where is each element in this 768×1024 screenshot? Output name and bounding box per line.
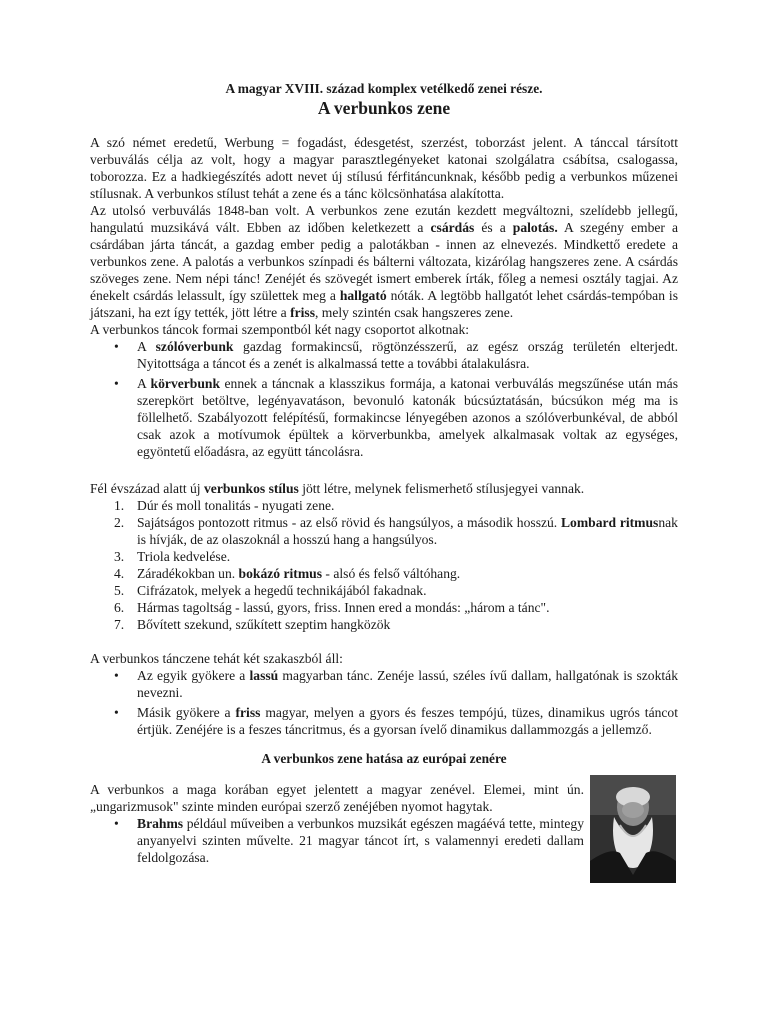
- composers-list: [90, 815, 584, 866]
- list-item: 4. Záradékokban un. bokázó ritmus - alsó és felső váltóhang.: [114, 566, 461, 581]
- paragraph-influence: A verbunkos a maga korában egyet jelentett a magyar zenével. Elemei, mint ún. „ungarizmusok" szinte minden európai szerző zenéjében nyomot hagytak.: [90, 782, 584, 814]
- paragraph-sections-intro: A verbunkos tánczene tehát két szakaszból áll:: [90, 651, 343, 666]
- list-item: 7. Bővített szekund, szűkített szeptim hangközök: [114, 617, 391, 632]
- document-title: A verbunkos zene: [317, 98, 451, 118]
- paragraph-history: Az utolsó verbuválás 1848-ban volt. A verbunkos zene ezután kezdett megváltozni, szelídebb jellegű, hangulatú muzsikává vált. Ebben az időben keletkezett a csárdás és a palotás. A szegény ember a csárdában járta táncát, a gazdag ember pedig a palotákban - innen az elnevezés. Mindkettő eredete a verbunkos zene. A palotás a verbunkos színpadi és bálterni változata, kizárólag hangszeres zene. A csárdás szöveges zene. Nem népi tánc! Zenéjét és szövegét ismert emberek írták, főleg a nemesi osztály tagjai. Az énekelt csárdás lelassult, így születtek meg a hallgató nóták. A legtöbb hallgatót lehet csárdás-tempóban is játszani, ha ezt így tették, jött létre a friss, mely szintén csak hangszeres zene.: [90, 203, 678, 320]
- paragraph-style-intro: Fél évszázad alatt új verbunkos stílus jött létre, melynek felismerhető stílusjegyei vannak.: [90, 481, 585, 496]
- document-page: [90, 80, 678, 869]
- dance-roots-list: [90, 667, 678, 738]
- list-item: 5. Cifrázatok, melyek a hegedű technikájából fakadnak.: [114, 583, 427, 598]
- influence-block: [90, 781, 678, 866]
- paragraph-etymology: A szó német eredetű, Werbung = fogadást, édesgetést, szerzést, toborzást jelent. A tánccal társított verbuválás célja az volt, hogy a magyar parasztlegényeket katonai szolgálatra csábítsa, csalogassa, toborozza. Ez a hadkiegészítés adott nevet új stílusú férfitáncunknak, később pedig a verbunkos műzenei stílusnak. A verbunkos stílust tehát a zene és a tánc kölcsönhatása alakította.: [90, 135, 678, 201]
- dance-groups-list: [90, 338, 678, 460]
- paragraph-groups-intro: A verbunkos táncok formai szempontból két nagy csoportot alkotnak:: [90, 322, 470, 337]
- list-item: • A körverbunk ennek a táncnak a klasszikus formája, a katonai verbuválás megszűnése után más szerepkört betöltve, legényavatáson, bevonuló katonák búcsúztatásán, búcsúkon még ma is föllelhető. Szabályozott felépítésű, formakincse lényegében azonos a szólóverbunkéval, de abból csak azok a motívumok épültek a körverbunkba, amelyek alkalmasak voltak az egységes, egyöntetű előadásra, az együtt táncolásra.: [137, 375, 678, 460]
- list-item: 6. Hármas tagoltság - lassú, gyors, friss. Innen ered a mondás: „három a tánc".: [114, 600, 550, 615]
- section-title: A verbunkos zene hatása az európai zenére: [261, 751, 507, 766]
- style-features-list: [90, 497, 678, 633]
- list-item: 1. Dúr és moll tonalitás - nyugati zene.: [114, 498, 335, 513]
- portrait-photo-icon: [590, 775, 676, 883]
- list-item: • A szólóverbunk gazdag formakincsű, rögtönzésszerű, az egész ország területén elterjedt. Nyitottsága a táncot és a zenét is alkalmassá tette a további átalakulásra.: [137, 338, 678, 372]
- list-item: • Az egyik gyökere a lassú magyarban tánc. Zenéje lassú, széles ívű dallam, hallgatónak is szokták nevezni.: [137, 667, 678, 701]
- list-item: • Másik gyökere a friss magyar, melyen a gyors és feszes tempójú, tüzes, dinamikus ugrós táncot értjük. Zenéjére is a feszes táncritmus, és a gyorsan ívelő dinamikus dallammozgás a jellemző.: [137, 704, 678, 738]
- list-item: • Brahms például műveiben a verbunkos muzsikát egészen magáévá tette, mintegy anyanyelvi szinten művelte. 21 magyar táncot írt, s valamennyi eredeti dallam feldolgozása.: [137, 815, 584, 866]
- list-item: 2. Sajátságos pontozott ritmus - az első rövid és hangsúlyos, a második hosszú. Lombard ritmusnak is hívják, de az olaszoknál a hosszú hang a hangsúlyos.: [114, 515, 678, 547]
- list-item: 3. Triola kedvelése.: [114, 549, 231, 564]
- document-supertitle: A magyar XVIII. század komplex vetélkedő zenei része.: [225, 81, 543, 96]
